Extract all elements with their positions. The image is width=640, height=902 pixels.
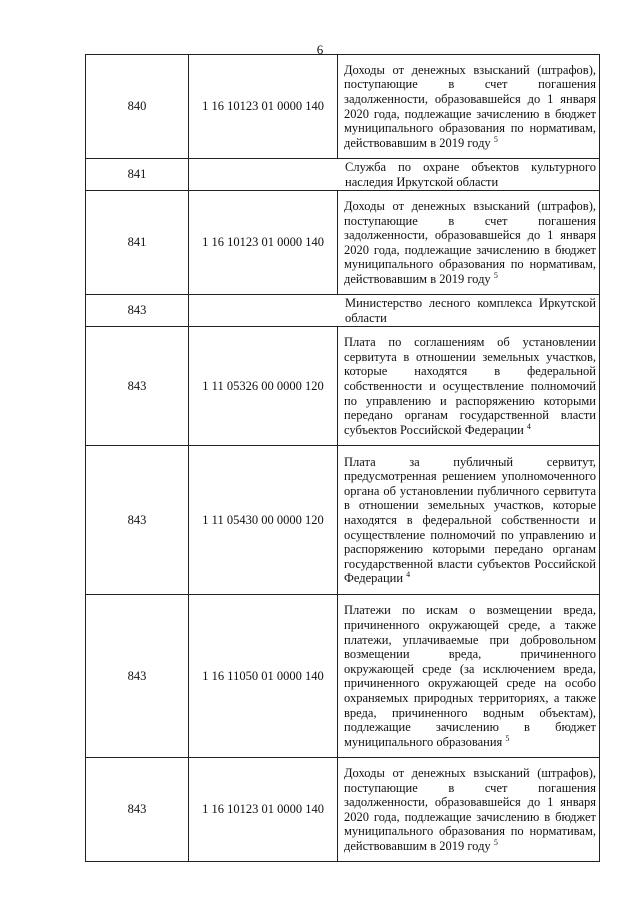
description-text: Плата по соглашениям об установлении сервитута в отношении земельных участков, которые находятся в федеральной собственности и осуществление полномочий по управлению и распоряжению которыми передано органам государственной власти субъектов Российской Федерации	[344, 335, 596, 437]
revenue-code-cell: 1 16 10123 01 0000 140	[189, 55, 338, 159]
description-text: Министерство лесного комплекса Иркутской области	[345, 296, 596, 325]
admin-code-cell: 843	[86, 295, 189, 327]
revenue-code-cell: 1 16 11050 01 0000 140	[189, 595, 338, 758]
description-text: Доходы от денежных взысканий (штрафов), поступающие в счет погашения задолженности, образовавшейся до 1 января 2020 года, подлежащие зачислению в бюджет муниципального образования по нормативам, действовавшим в 2019 году	[344, 198, 596, 286]
description-cell	[189, 159, 600, 191]
revenue-code-cell: 1 16 10123 01 0000 140	[189, 758, 338, 862]
footnote-mark: 4	[526, 421, 531, 431]
page-number: 6	[316, 42, 324, 57]
table-row	[86, 295, 600, 327]
footnote-mark: 4	[406, 570, 411, 580]
revenue-code-cell: 1 16 10123 01 0000 140	[189, 191, 338, 295]
revenue-code-cell: 1 11 05326 00 0000 120	[189, 327, 338, 446]
footnote-mark: 5	[493, 270, 498, 280]
revenue-codes-table	[85, 54, 600, 862]
table-row	[86, 159, 600, 191]
admin-code-cell: 843	[86, 758, 189, 862]
description-cell	[338, 758, 600, 862]
description-cell	[338, 595, 600, 758]
footnote-mark: 5	[505, 733, 510, 743]
admin-code-cell: 840	[86, 55, 189, 159]
description-text: Платежи по искам о возмещении вреда, причиненного окружающей среде, а также платежи, уплачиваемые при добровольном возмещении вреда, причиненного окружающей среде (за исключением вреда, причиненного окружающей среде на особо охраняемых природных территориях, а также вреда, причиненного водным объектам), подлежащие зачислению в бюджет муниципального образования	[344, 603, 596, 749]
table-row	[86, 446, 600, 595]
description-cell	[189, 295, 600, 327]
description-cell	[338, 191, 600, 295]
footnote-mark: 5	[493, 134, 498, 144]
admin-code-cell: 843	[86, 327, 189, 446]
description-cell	[338, 55, 600, 159]
table-row	[86, 327, 600, 446]
footnote-mark: 5	[493, 837, 498, 847]
revenue-code-cell: 1 11 05430 00 0000 120	[189, 446, 338, 595]
description-text: Плата за публичный сервитут, предусмотренная решением уполномоченного органа об установлении публичного сервитута в отношении земельных участков, которые находятся в федеральной собственности и осуществление полномочий по управлению и распоряжению которыми передано органам государственной власти субъектов Российской Федерации	[344, 454, 596, 586]
description-cell	[338, 446, 600, 595]
description-cell	[338, 327, 600, 446]
table-row	[86, 55, 600, 159]
description-text: Доходы от денежных взысканий (штрафов), поступающие в счет погашения задолженности, образовавшейся до 1 января 2020 года, подлежащие зачислению в бюджет муниципального образования по нормативам, действовавшим в 2019 году	[344, 766, 596, 854]
admin-code-cell: 843	[86, 595, 189, 758]
table-row	[86, 758, 600, 862]
description-text: Доходы от денежных взысканий (штрафов), поступающие в счет погашения задолженности, образовавшейся до 1 января 2020 года, подлежащие зачислению в бюджет муниципального образования по нормативам, действовавшим в 2019 году	[344, 62, 596, 150]
table-row	[86, 191, 600, 295]
admin-code-cell: 841	[86, 191, 189, 295]
table-row	[86, 595, 600, 758]
admin-code-cell: 843	[86, 446, 189, 595]
admin-code-cell: 841	[86, 159, 189, 191]
description-text: Служба по охране объектов культурного наследия Иркутской области	[345, 160, 596, 189]
